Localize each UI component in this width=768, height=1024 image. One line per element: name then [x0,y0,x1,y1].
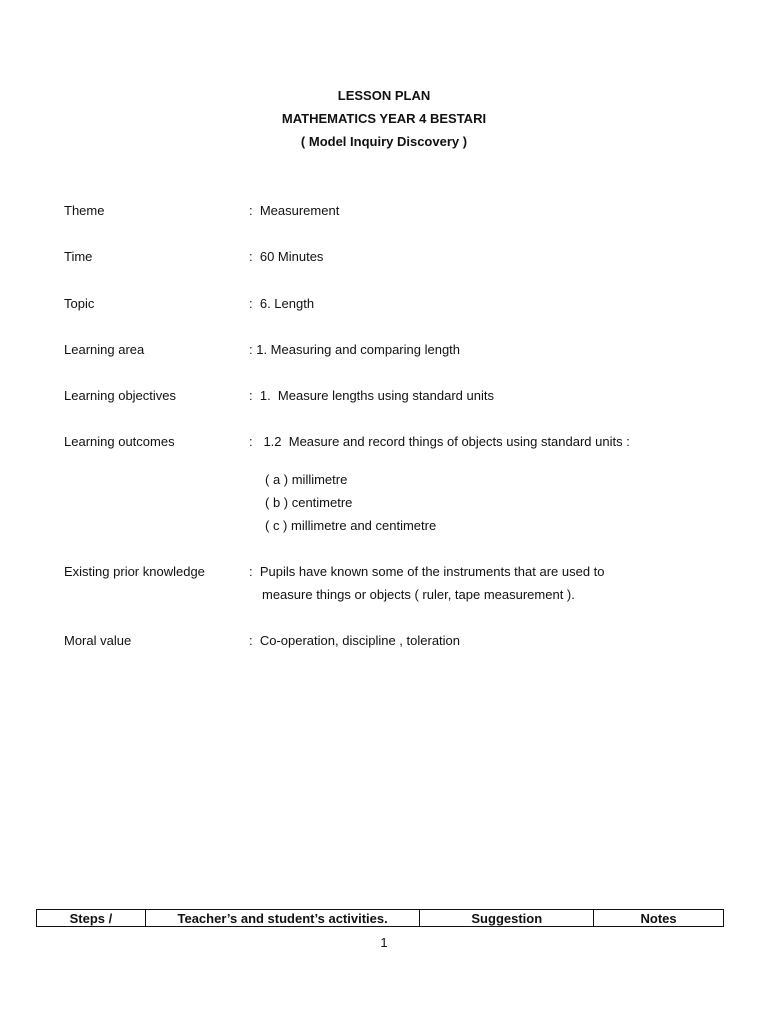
outcome-item-text: ( c ) millimetre and centimetre [265,518,437,533]
field-value-continuation: measure things or objects ( ruler, tape measurement ). [262,587,575,602]
field-label: Learning outcomes [64,434,175,449]
field-label: Time [64,249,93,264]
field-value: : 60 Minutes [249,249,324,264]
field-value: : Measurement [249,203,340,218]
field-time [0,249,768,267]
field-label: Theme [64,203,105,218]
field-label: Learning objectives [64,388,177,403]
field-moral-value [0,633,768,651]
field-value: : Pupils have known some of the instruments that are used to [249,564,605,579]
field-prior-knowledge [0,564,768,582]
field-label: Existing prior knowledge [64,564,205,579]
field-topic [0,296,768,314]
column-header-suggestion: Suggestion [420,910,594,927]
table-header-row [37,910,724,927]
field-label: Topic [64,296,95,311]
column-header-activities: Teacher’s and student’s activities. [145,910,420,927]
field-value: : Co-operation, discipline , toleration [249,633,461,648]
document-model: ( Model Inquiry Discovery ) [300,134,468,149]
column-header-notes: Notes [594,910,724,927]
field-value: : 1. Measure lengths using standard units [249,388,494,403]
field-label: Moral value [64,633,132,648]
page-number: 1 [380,935,388,950]
document-title: LESSON PLAN [337,88,431,103]
document-subtitle: MATHEMATICS YEAR 4 BESTARI [281,111,487,126]
field-label: Learning area [64,342,145,357]
outcome-item [0,472,768,490]
field-learning-objectives [0,388,768,406]
outcome-item-text: ( b ) centimetre [265,495,353,510]
column-header-steps: Steps / [37,910,146,927]
field-learning-outcomes [0,434,768,452]
field-value: : 1. Measuring and comparing length [249,342,461,357]
field-theme [0,203,768,221]
field-learning-area [0,342,768,360]
steps-table [36,909,724,927]
outcome-item [0,495,768,513]
field-value: : 1.2 Measure and record things of objects using standard units : [249,434,630,449]
outcome-item-text: ( a ) millimetre [265,472,348,487]
prior-knowledge-continuation [0,587,768,605]
field-value: : 6. Length [249,296,315,311]
outcome-item [0,518,768,536]
